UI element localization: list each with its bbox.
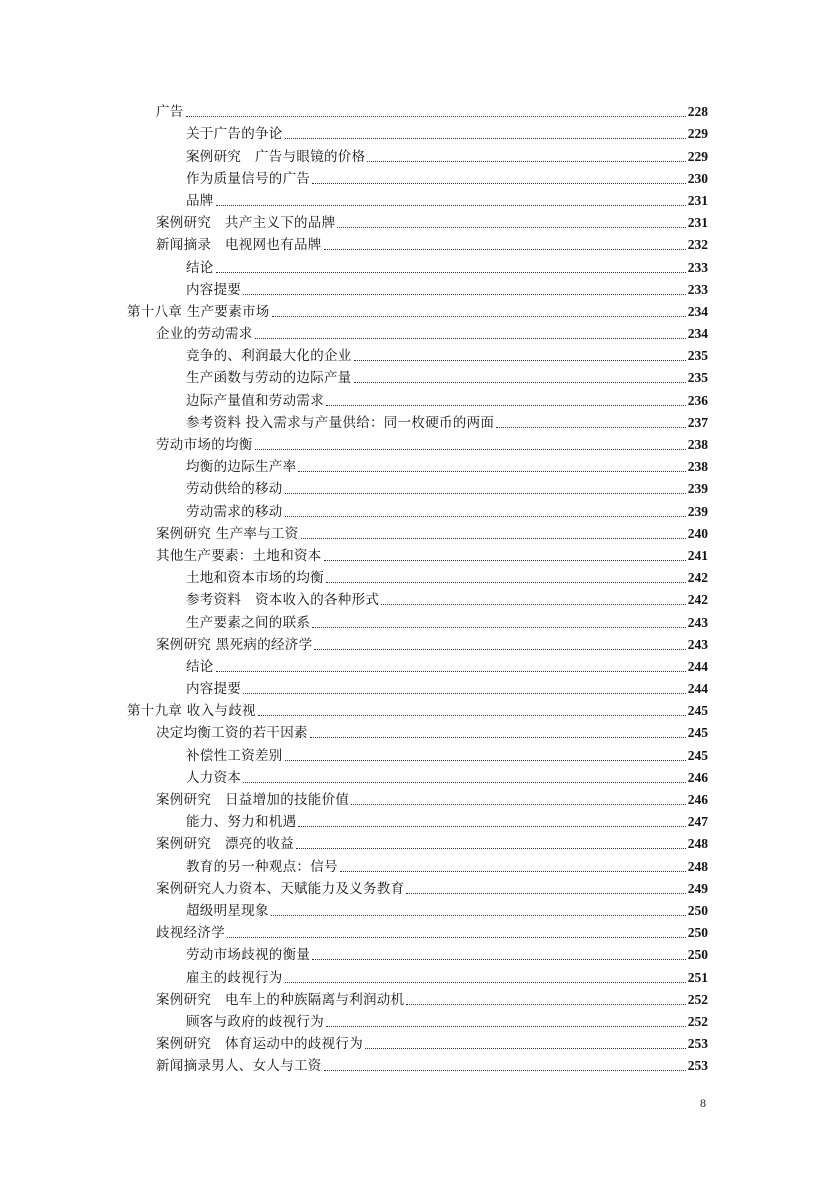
toc-entry: [156, 989, 708, 1011]
toc-entry-title: 案例研究人力资本、天赋能力及义务教育: [156, 880, 405, 897]
dot-leader: [324, 249, 686, 250]
toc-entry-page: 248: [687, 836, 708, 852]
toc-entry-page: 250: [687, 947, 708, 963]
toc-entry: [156, 1055, 708, 1077]
toc-entry-page: 235: [687, 348, 708, 364]
dot-leader: [258, 715, 686, 716]
toc-entry-title: 案例研究 体育运动中的歧视行为: [156, 1036, 363, 1053]
dot-leader: [227, 937, 686, 938]
toc-entry-page: 228: [687, 104, 708, 120]
dot-leader: [285, 138, 686, 139]
toc-entry-page: 252: [687, 991, 708, 1007]
toc-entry: [156, 234, 708, 256]
toc-entry-title: 品牌: [186, 192, 214, 209]
dot-leader: [354, 360, 686, 361]
toc-entry: [156, 789, 708, 811]
toc-entry-title: 案例研究 日益增加的技能价值: [156, 792, 350, 808]
toc-entry-title: 教育的另一种观点：信号: [186, 858, 338, 875]
toc-entry-title: 顾客与政府的歧视行为: [186, 1013, 324, 1030]
toc-entry-title: 能力、努力和机遇: [186, 814, 297, 831]
toc-entry: [186, 412, 708, 434]
toc-entry-page: 243: [687, 614, 708, 630]
toc-entry-page: 242: [687, 570, 708, 586]
dot-leader: [310, 737, 686, 738]
toc-entry-page: 253: [687, 1036, 708, 1052]
toc-entry: [156, 1033, 708, 1055]
dot-leader: [272, 316, 686, 317]
dot-leader: [285, 760, 686, 761]
toc-entry: [186, 811, 708, 833]
dot-leader: [255, 338, 686, 339]
toc-entry: [156, 523, 708, 545]
dot-leader: [340, 871, 686, 872]
dot-leader: [381, 604, 686, 605]
toc-entry-page: 234: [687, 326, 708, 342]
toc-entry: [186, 345, 708, 367]
toc-entry: [186, 944, 708, 966]
toc-entry: [186, 966, 708, 988]
toc-entry-page: 245: [687, 725, 708, 741]
toc-entry-page: 244: [687, 658, 708, 674]
toc-entry-title: 新闻摘录 电视网也有品牌: [156, 237, 322, 254]
toc-entry: [156, 922, 708, 944]
dot-leader: [285, 516, 686, 517]
toc-entry: [186, 589, 708, 611]
toc-entry-page: 248: [687, 858, 708, 874]
toc-entry-page: 245: [687, 747, 708, 763]
dot-leader: [367, 161, 685, 162]
toc-entry-title: 第十九章 收入与歧视: [127, 703, 256, 720]
toc-entry-title: 生产函数与劳动的边际产量: [186, 370, 352, 387]
dot-leader: [271, 915, 686, 916]
toc-entry-page: 253: [687, 1058, 708, 1074]
dot-leader: [285, 493, 686, 494]
dot-leader: [324, 1070, 686, 1071]
toc-entry-title: 作为质量信号的广告: [186, 170, 311, 187]
toc-entry: [186, 256, 708, 278]
dot-leader: [285, 982, 686, 983]
toc-entry: [186, 744, 708, 766]
toc-entry-page: 229: [687, 126, 708, 142]
toc-entry: [127, 301, 708, 323]
dot-leader: [354, 382, 686, 383]
dot-leader: [312, 627, 686, 628]
dot-leader: [216, 205, 686, 206]
toc-entry-title: 广告: [156, 104, 184, 121]
toc-entry-title: 案例研究 生产率与工资: [156, 525, 299, 542]
toc-entry-title: 人力资本: [186, 769, 242, 786]
dot-leader: [296, 848, 686, 849]
toc-entry: [186, 900, 708, 922]
toc-entry-title: 均衡的边际生产率: [186, 459, 297, 476]
toc-entry-page: 238: [687, 437, 708, 452]
toc-entry: [156, 434, 708, 456]
toc-entry-title: 案例研究 黑死病的经济学: [156, 636, 313, 653]
toc-entry-page: 242: [687, 592, 708, 608]
toc-entry-title: 补偿性工资差别: [186, 747, 283, 764]
dot-leader: [326, 582, 686, 583]
toc-entry: [156, 722, 708, 744]
dot-leader: [298, 826, 685, 827]
dot-leader: [301, 538, 686, 539]
toc-entry: [156, 323, 708, 345]
toc-entry-title: 案例研究 共产主义下的品牌: [156, 215, 336, 232]
toc-entry-page: 250: [687, 902, 708, 918]
toc-entry-page: 250: [687, 925, 708, 941]
table-of-contents: [0, 101, 833, 1077]
toc-entry: [186, 279, 708, 301]
toc-entry-page: 239: [687, 503, 708, 519]
toc-entry-title: 劳动市场的均衡: [156, 437, 253, 453]
toc-entry-page: 229: [687, 148, 708, 164]
toc-entry-page: 246: [687, 792, 708, 807]
toc-entry-page: 233: [687, 259, 708, 275]
toc-entry: [127, 700, 708, 722]
toc-entry-page: 252: [687, 1013, 708, 1029]
dot-leader: [351, 804, 686, 805]
toc-entry: [156, 101, 708, 123]
toc-entry-title: 劳动供给的移动: [186, 481, 283, 498]
toc-entry-page: 243: [687, 636, 708, 652]
toc-entry-page: 237: [687, 414, 708, 430]
toc-entry-title: 案例研究 广告与眼镜的价格: [186, 148, 366, 165]
toc-entry-title: 劳动市场歧视的衡量: [186, 947, 311, 964]
toc-entry: [156, 878, 708, 900]
toc-entry-page: 247: [687, 814, 708, 830]
toc-entry-title: 边际产量值和劳动需求: [186, 392, 324, 409]
toc-entry-title: 决定均衡工资的若干因素: [156, 725, 308, 742]
toc-entry-page: 244: [687, 681, 708, 697]
toc-entry-page: 232: [687, 237, 708, 253]
toc-entry: [186, 478, 708, 500]
toc-entry-title: 结论: [186, 259, 214, 276]
toc-entry-title: 生产要素之间的联系: [186, 614, 311, 631]
dot-leader: [298, 471, 685, 472]
toc-entry-title: 第十八章 生产要素市场: [127, 303, 270, 320]
toc-entry: [186, 389, 708, 411]
toc-entry: [186, 456, 708, 478]
toc-entry-page: 240: [687, 525, 708, 541]
toc-entry: [186, 1011, 708, 1033]
toc-entry: [156, 833, 708, 855]
dot-leader: [243, 782, 686, 783]
toc-entry: [186, 123, 708, 145]
toc-entry-title: 结论: [186, 658, 214, 675]
dot-leader: [496, 427, 686, 428]
toc-entry: [186, 168, 708, 190]
toc-entry-page: 241: [687, 547, 708, 563]
toc-entry-page: 246: [687, 769, 708, 785]
toc-entry-page: 245: [687, 703, 708, 719]
toc-entry: [186, 855, 708, 877]
dot-leader: [312, 959, 686, 960]
toc-entry-title: 土地和资本市场的均衡: [186, 570, 324, 587]
toc-entry: [156, 545, 708, 567]
toc-entry-page: 235: [687, 370, 708, 386]
toc-entry-page: 251: [687, 969, 708, 985]
toc-entry: [156, 212, 708, 234]
dot-leader: [216, 272, 686, 273]
toc-entry: [156, 634, 708, 656]
dot-leader: [216, 671, 686, 672]
toc-entry: [186, 767, 708, 789]
toc-entry-page: 234: [687, 303, 708, 319]
dot-leader: [243, 294, 686, 295]
toc-entry-page: 231: [687, 215, 708, 231]
toc-entry-title: 竞争的、利润最大化的企业: [186, 348, 352, 365]
dot-leader: [326, 405, 686, 406]
toc-entry: [186, 367, 708, 389]
dot-leader: [326, 1026, 686, 1027]
toc-entry-title: 案例研究 漂亮的收益: [156, 836, 294, 853]
toc-entry-title: 案例研究 电车上的种族隔离与利润动机: [156, 991, 405, 1008]
toc-entry-title: 新闻摘录男人、女人与工资: [156, 1058, 322, 1075]
toc-entry-page: 236: [687, 392, 708, 408]
dot-leader: [255, 449, 686, 450]
toc-entry: [186, 678, 708, 700]
toc-entry-title: 关于广告的争论: [186, 126, 283, 143]
toc-entry-title: 内容提要: [186, 281, 242, 298]
page-number: 8: [700, 1096, 706, 1110]
toc-entry-title: 企业的劳动需求: [156, 326, 253, 343]
dot-leader: [186, 116, 686, 117]
toc-entry: [186, 500, 708, 522]
toc-entry: [186, 190, 708, 212]
toc-entry-title: 雇主的歧视行为: [186, 969, 283, 986]
toc-entry-page: 249: [687, 880, 708, 896]
dot-leader: [406, 893, 685, 894]
toc-entry-title: 歧视经济学: [156, 925, 225, 942]
toc-entry-title: 参考资料 资本收入的各种形式: [186, 592, 380, 609]
toc-entry: [186, 567, 708, 589]
toc-entry: [186, 611, 708, 633]
dot-leader: [314, 649, 685, 650]
toc-entry-title: 其他生产要素：土地和资本: [156, 547, 322, 564]
dot-leader: [406, 1004, 685, 1005]
toc-entry-title: 劳动需求的移动: [186, 503, 283, 520]
toc-entry: [186, 145, 708, 167]
toc-entry: [186, 656, 708, 678]
toc-entry-page: 233: [687, 281, 708, 297]
dot-leader: [243, 693, 686, 694]
toc-entry-page: 230: [687, 170, 708, 186]
dot-leader: [337, 227, 685, 228]
toc-entry-page: 239: [687, 481, 708, 497]
dot-leader: [312, 183, 686, 184]
dot-leader: [324, 560, 686, 561]
toc-entry-page: 238: [687, 459, 708, 475]
toc-entry-title: 内容提要: [186, 681, 242, 698]
toc-entry-title: 参考资料 投入需求与产量供给：同一枚硬币的两面: [186, 414, 495, 431]
toc-entry-title: 超级明星现象: [186, 902, 269, 919]
dot-leader: [365, 1048, 686, 1049]
toc-entry-page: 231: [687, 192, 708, 208]
